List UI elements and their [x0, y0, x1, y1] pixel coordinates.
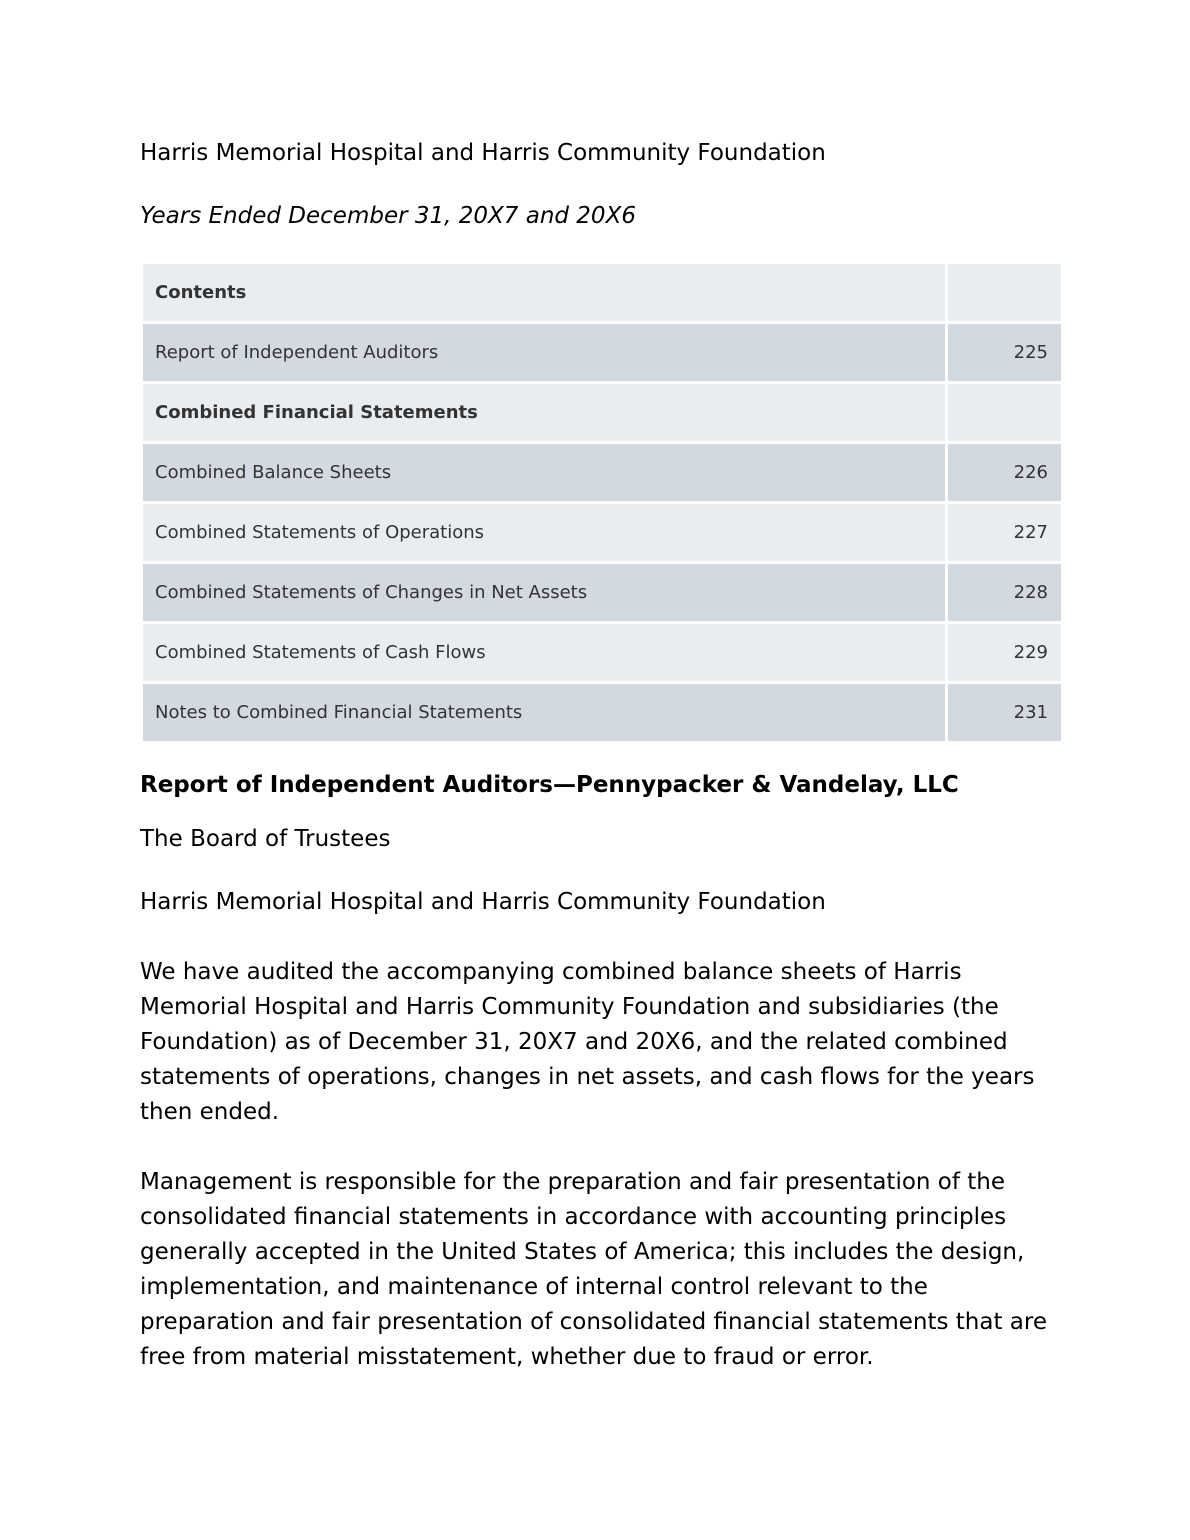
toc-label: Contents: [143, 264, 945, 321]
toc-row-section: [143, 384, 1061, 441]
addressee-org: Harris Memorial Hospital and Harris Community Foundation: [140, 889, 826, 915]
body-paragraph-management-responsibility: Management is responsible for the preparation and fair presentation of the consolidated financial statements in accordance with accounting principles generally accepted in the United States of America; this includes the design, implementation, and maintenance of internal control relevant to the preparation and fair presentation of consolidated financial statements that are free from material misstatement, whether due to fraud or error.: [140, 1169, 1048, 1370]
addressee: The Board of Trustees: [140, 826, 391, 852]
toc-label: Notes to Combined Financial Statements: [143, 684, 945, 741]
report-heading: Report of Independent Auditors—Pennypacker & Vandelay, LLC: [140, 772, 959, 798]
toc-row: [143, 624, 1061, 681]
toc-page: 225: [948, 324, 1061, 381]
toc-page: [948, 384, 1061, 441]
toc-page: 231: [948, 684, 1061, 741]
toc-label: Combined Statements of Operations: [143, 504, 945, 561]
toc-page: 228: [948, 564, 1061, 621]
toc-label: Combined Balance Sheets: [143, 444, 945, 501]
toc-row: [143, 564, 1061, 621]
toc-page: [948, 264, 1061, 321]
toc-row-contents: [143, 264, 1061, 321]
toc-page: 229: [948, 624, 1061, 681]
toc-row: [143, 684, 1061, 741]
toc-row: [143, 504, 1061, 561]
toc-label: Combined Statements of Cash Flows: [143, 624, 945, 681]
toc-row: [143, 444, 1061, 501]
toc-page: 226: [948, 444, 1061, 501]
toc-row: [143, 324, 1061, 381]
toc-label: Combined Statements of Changes in Net Assets: [143, 564, 945, 621]
body-paragraph-audit-scope: We have audited the accompanying combined balance sheets of Harris Memorial Hospital and Harris Community Foundation and subsidiaries (the Foundation) as of December 31, 20X7 and 20X6, and the related combined statements of operations, changes in net assets, and cash flows for the years then ended.: [140, 959, 1035, 1125]
contents-table: [140, 261, 1064, 744]
org-title: Harris Memorial Hospital and Harris Community Foundation: [140, 140, 826, 166]
toc-page: 227: [948, 504, 1061, 561]
toc-label: Report of Independent Auditors: [143, 324, 945, 381]
toc-label: Combined Financial Statements: [143, 384, 945, 441]
reporting-period: Years Ended December 31, 20X7 and 20X6: [140, 203, 636, 229]
